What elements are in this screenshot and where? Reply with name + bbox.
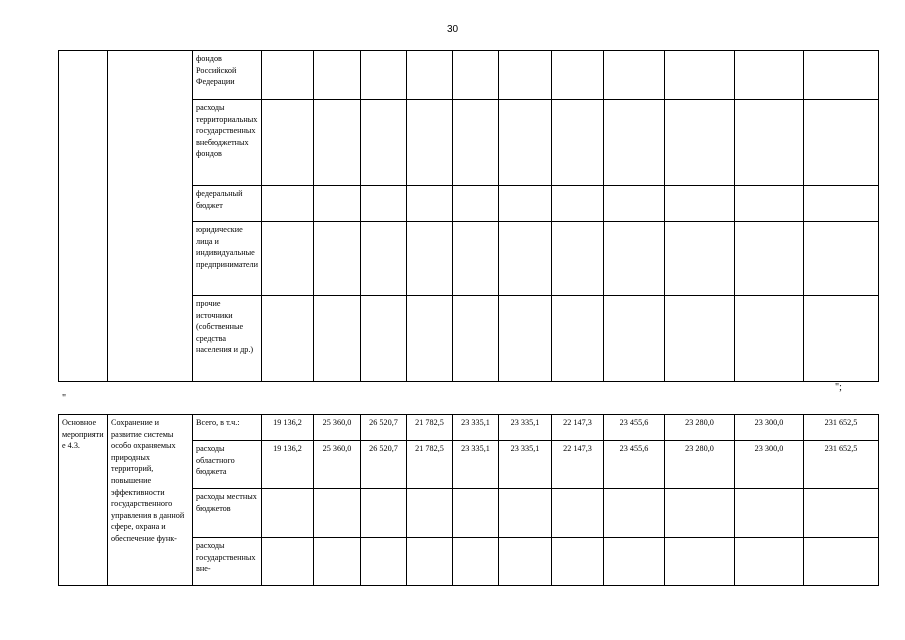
value-cell: 23 335,1 <box>453 441 499 489</box>
value-cell: 19 136,2 <box>262 441 314 489</box>
funding-source-cell: федеральный бюджет <box>193 186 262 222</box>
funding-source-cell: расходы государственных вне- <box>193 538 262 586</box>
funding-source-cell: Всего, в т.ч.: <box>193 415 262 441</box>
value-cell: 22 147,3 <box>552 415 604 441</box>
value-cell: 19 136,2 <box>262 415 314 441</box>
funding-source-cell: расходы местных бюджетов <box>193 489 262 538</box>
opening-quote: " <box>62 393 67 404</box>
page-number: 30 <box>446 24 459 35</box>
funding-source-cell: прочие источники (собственные средства населения и др.) <box>193 296 262 382</box>
value-cell: 23 455,6 <box>604 441 665 489</box>
value-cell: 23 335,1 <box>499 415 552 441</box>
value-cell: 26 520,7 <box>361 415 407 441</box>
funding-table-top <box>58 50 879 382</box>
event-number-cell <box>59 51 108 382</box>
value-cell: 23 300,0 <box>735 415 804 441</box>
event-name-cell <box>108 51 193 382</box>
funding-source-cell: фондов Российской Федерации <box>193 51 262 100</box>
funding-source-cell: расходы областного бюджета <box>193 441 262 489</box>
event-number-cell: Основное мероприятие 4.3. <box>59 415 108 586</box>
value-cell: 23 335,1 <box>499 441 552 489</box>
value-cell: 21 782,5 <box>407 415 453 441</box>
value-cell: 25 360,0 <box>314 441 361 489</box>
value-cell: 23 300,0 <box>735 441 804 489</box>
value-cell: 23 280,0 <box>665 415 735 441</box>
value-cell: 25 360,0 <box>314 415 361 441</box>
value-cell: 26 520,7 <box>361 441 407 489</box>
table-row <box>59 415 879 441</box>
value-cell: 21 782,5 <box>407 441 453 489</box>
closing-quote: "; <box>835 382 842 393</box>
value-cell: 23 455,6 <box>604 415 665 441</box>
funding-source-cell: расходы территориальных государственных внебюджетных фондов <box>193 100 262 186</box>
funding-source-cell: юридические лица и индивидуальные предприниматели <box>193 222 262 296</box>
funding-table-bottom <box>58 414 879 586</box>
total-cell: 231 652,5 <box>804 415 879 441</box>
table-row <box>59 51 879 100</box>
value-cell: 23 280,0 <box>665 441 735 489</box>
total-cell: 231 652,5 <box>804 441 879 489</box>
value-cell: 22 147,3 <box>552 441 604 489</box>
value-cell: 23 335,1 <box>453 415 499 441</box>
event-name-cell: Сохранение и развитие системы особо охраняемых природных территорий, повышение эффективности государственного управления в данной сфере, охрана и обеспечение функ- <box>108 415 193 586</box>
